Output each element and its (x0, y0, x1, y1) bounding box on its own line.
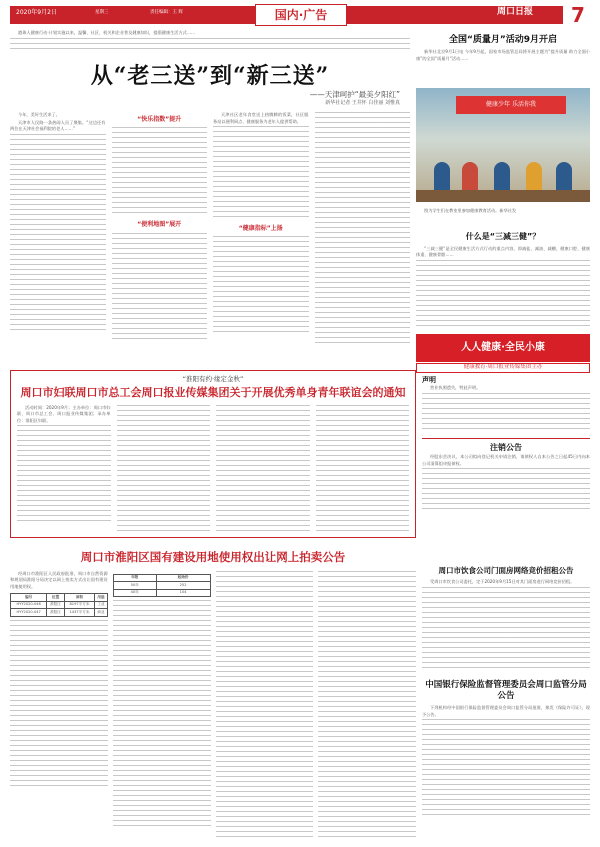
table-cell: 工业 (95, 601, 108, 609)
table-cell: 252 (156, 582, 210, 590)
table-cell: 商业 (95, 609, 108, 617)
table-row (113, 582, 210, 590)
land-parcel-table-cont (113, 574, 211, 598)
catering-text-lines (422, 587, 590, 671)
regulator-notice (422, 680, 590, 825)
land-notice-title: 周口市淮阳区国有建设用地使用权出让网上拍卖公告 (80, 550, 346, 564)
statement-title: 注销公告 (490, 443, 522, 453)
story-byline: 新华社记者 王井怀 白佳丽 刘惟真 (325, 100, 400, 106)
story-column (213, 112, 309, 352)
issue-date: 2020年9月2日 (16, 9, 57, 16)
article-paragraph: “三减三健”是全民健康生活方式行动的重点内容，即减盐、减油、减糖，健康口腔、健康体重、健康骨骼…… (416, 245, 590, 258)
notice-kicker: “淮阳有约·缘定金秋” (182, 375, 244, 383)
regulator-title: 中国银行保险监督管理委员会周口监管分局公告 (425, 680, 587, 702)
regulator-paragraph: 下列机构经中国银行保险监督管理委员会周口监管分局批准，换发《保险许可证》，现予公告。 (422, 705, 590, 717)
land-text-lines (10, 620, 108, 790)
regulator-text-lines (422, 719, 590, 819)
story-headline: 从“老三送”到“新三送” (90, 63, 330, 89)
land-column (113, 571, 211, 839)
table-cell: 8197平方米 (64, 601, 94, 609)
story-columns (10, 112, 410, 352)
photo-caption (416, 208, 590, 228)
table-row (113, 589, 210, 597)
statement-body (422, 454, 590, 520)
story-column (112, 112, 208, 352)
table-cell: HYY2020-046 (11, 601, 47, 609)
statement-title: 声明 (422, 376, 436, 384)
table-header: 编号 (11, 594, 47, 602)
notice-column (17, 405, 111, 535)
story-text-lines (112, 233, 208, 343)
land-text-lines (216, 571, 314, 839)
story-paragraph: 天津市人民路一条热闹人员了聚集。“这边还有两位在天津社会福利院的老人……” (10, 119, 106, 131)
table-row (11, 601, 108, 609)
photo-desk (416, 190, 590, 202)
article-body (416, 246, 590, 332)
article-headline: 全国“质量月”活动9月开启 (448, 35, 558, 45)
table-cell: 淮阳区 (47, 609, 65, 617)
statement-text-lines (422, 393, 590, 431)
story-text-lines (112, 127, 208, 217)
land-text-lines (113, 600, 211, 830)
divider (422, 438, 590, 439)
land-paragraph: 经周口市淮阳区人民政府批准，周口市自然资源和规划局淮阳分局决定以网上拍卖方式出让国有建设用地使用权。 (10, 570, 108, 589)
story-text-lines (315, 112, 411, 344)
table-cell: 40年 (113, 589, 156, 597)
land-columns (10, 571, 416, 839)
notice-column (316, 405, 410, 535)
notice-title: 周口市妇联周口市总工会周口报业传媒集团关于开展优秀单身青年联谊会的通知 (20, 385, 406, 399)
land-text-lines (318, 571, 416, 839)
table-header: 年限 (113, 574, 156, 582)
page-number: 7 (563, 2, 593, 28)
paper-name: 周口日报 (497, 7, 534, 17)
notice-text-lines (117, 405, 211, 535)
story-subtitle: ——天津呵护“最美夕阳红” (309, 90, 400, 99)
health-campaign-strap: 健康教育·周口报业传媒集团主办 (416, 363, 590, 373)
land-auction-notice (10, 550, 416, 840)
land-column (216, 571, 314, 839)
statements-column (422, 376, 590, 520)
story-lead (10, 30, 410, 58)
table-header: 起始价 (156, 574, 210, 582)
table-header: 用途 (95, 594, 108, 602)
story-subhead: “快乐指数”提升 (137, 116, 182, 123)
health-campaign-banner: 人人健康·全民小康 (416, 334, 590, 362)
issue-weekday: 星期三 (95, 10, 109, 15)
statement-text: 经股东会决议，本公司拟向登记机关申请注销，请债权人自本公告之日起45日内向本公司清算组申报债权。 (422, 454, 590, 466)
story-column (315, 112, 411, 352)
table-cell: HYY2020-047 (11, 609, 47, 617)
story-column (10, 112, 106, 352)
article-paragraph: 新华社北京9月1日电 今年9月起，国家市场监管总局将开展主题为“提升质量 助力全面小康”的全国“质量月”活动…… (416, 49, 590, 61)
notice-text-lines (17, 425, 111, 525)
catering-rental-notice (422, 566, 590, 675)
editor-credit: 责任编辑：王 辉 (150, 10, 183, 15)
lead-text-lines (10, 38, 410, 52)
notice-column (216, 405, 310, 535)
photo-banner: 健康少年 乐活你我 (456, 96, 566, 114)
catering-title: 周口市饮食公司门面房网络竞价招租公告 (438, 566, 574, 575)
article-headline: 什么是“三减三健”？ (465, 232, 541, 241)
story-subhead: “健康指标”上扬 (238, 225, 283, 232)
statement-text-lines (422, 468, 590, 512)
news-photo (416, 88, 590, 202)
three-reductions-article (416, 208, 590, 332)
singles-event-notice (10, 370, 416, 538)
catering-paragraph: 受周口市饮食公司委托，定于2020年9月15日对其门面房进行网络竞价招租。 (430, 579, 575, 585)
table-header: 面积 (64, 594, 94, 602)
article-body (416, 49, 590, 85)
story-text-lines (213, 126, 309, 221)
table-cell: 104 (156, 589, 210, 597)
regulator-body (422, 705, 590, 825)
statement-body (422, 385, 590, 435)
land-parcel-table (10, 593, 108, 617)
caption-text: 图为学生们在教室里参加健康教育活动。新华社发 (424, 208, 517, 213)
statement-text: 营业执照遗失，特此声明。 (430, 385, 481, 391)
lead-paragraph: 港珠人健康行动·计划实施以来，温馨、社区、机关和企业普及健康知识，提倡健康生活方式…… (18, 30, 196, 35)
notice-text-lines (216, 405, 310, 535)
table-row (11, 609, 108, 617)
section-label: 国内·广告 (255, 4, 347, 26)
notice-paragraph: 活动时间：2020年9月；主办单位：周口市妇联、周口市总工会、周口报业传媒集团；承办单位：淮阳区妇联。 (17, 404, 111, 423)
table-header: 位置 (47, 594, 65, 602)
table-cell: 50年 (113, 582, 156, 590)
table-cell: 1437平方米 (64, 609, 94, 617)
story-paragraph: 今年，美好生活来了。 (18, 112, 60, 117)
story-subhead: “便利地图”展开 (137, 221, 182, 229)
land-column (10, 571, 108, 839)
quality-month-article (416, 30, 590, 85)
catering-body (422, 579, 590, 675)
story-paragraph: 天津社区老年食堂送上热腾腾的饭菜，社区服务站以便利网点、健康服务为老年人提供帮助。 (213, 112, 309, 124)
notice-columns (11, 405, 415, 535)
article-text-lines (416, 260, 590, 330)
story-text-lines (10, 134, 106, 334)
land-column (318, 571, 416, 839)
table-cell: 淮阳区 (47, 601, 65, 609)
story-text-lines (213, 236, 309, 336)
main-story (10, 30, 410, 360)
notice-column (117, 405, 211, 535)
notice-text-lines (316, 405, 410, 535)
